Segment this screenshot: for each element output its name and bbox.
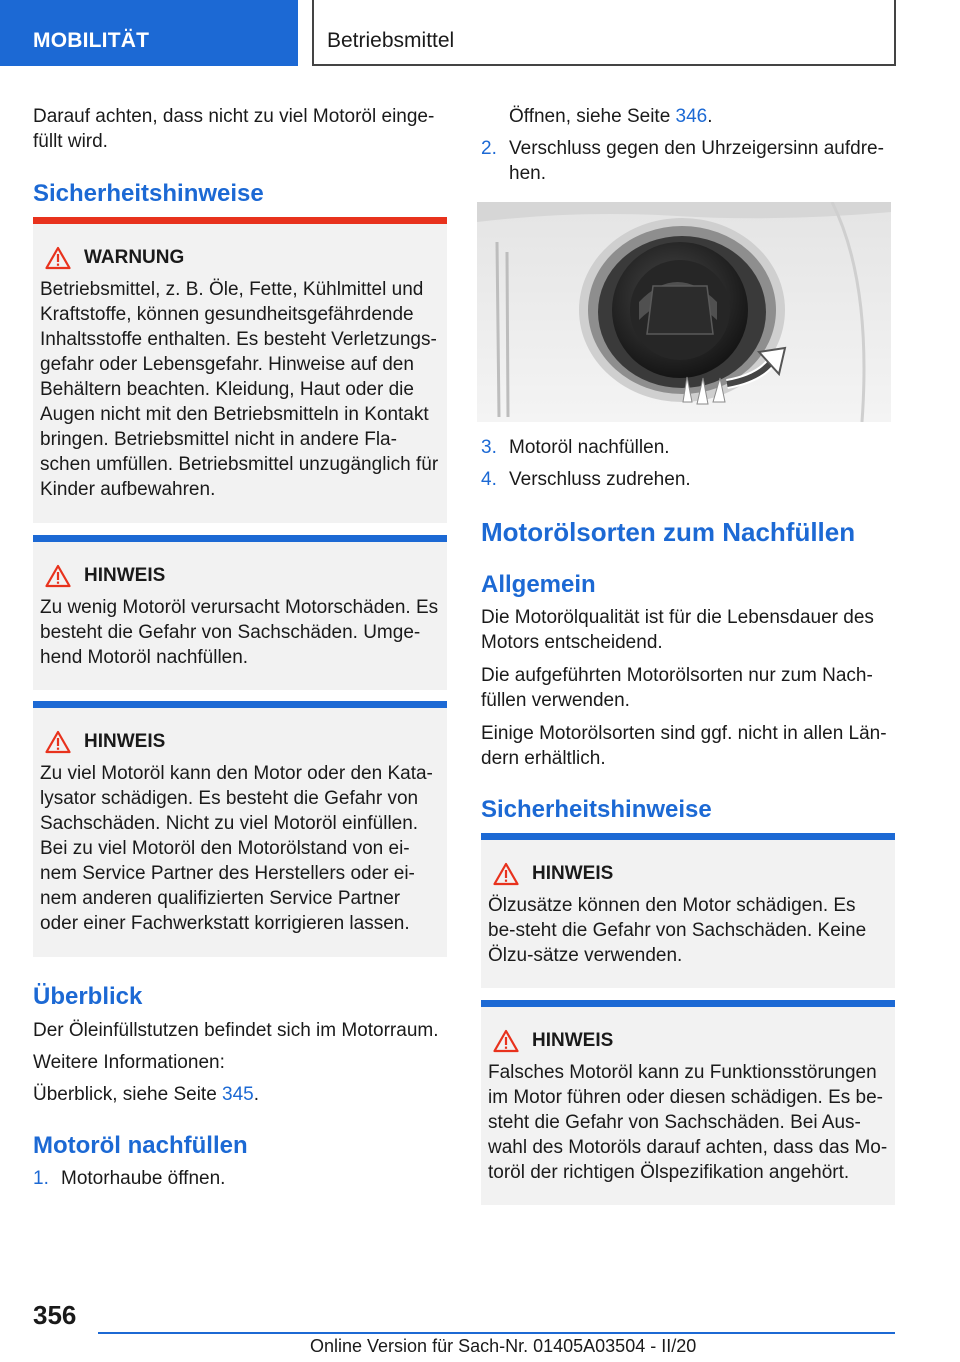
step-number: 2.: [481, 138, 497, 159]
notice-text-3: Ölzusätze können den Motor schädigen. Es be-steht die Gefahr von Sachschäden. Keine Ölzu-sätze verwenden.: [488, 895, 867, 966]
general-heading: Allgemein: [481, 571, 596, 598]
notice-header-4: [488, 1029, 888, 1053]
warning-triangle-icon: [493, 1029, 519, 1053]
notice-box-1: [33, 535, 447, 690]
step-text: Verschluss zudrehen.: [509, 469, 691, 490]
page-header: [0, 0, 960, 66]
general-paragraph-1: Die Motorölqualität ist für die Lebensdauer des Motors entscheidend.: [481, 607, 874, 653]
step-text: Motorhaube öffnen.: [61, 1168, 226, 1189]
step-number: 1.: [33, 1168, 49, 1189]
notice-title-2: HINWEIS: [84, 731, 166, 752]
safety-heading: Sicherheitshinweise: [33, 180, 264, 207]
more-info-label: Weitere Informationen:: [33, 1052, 225, 1073]
step-item: [481, 435, 895, 460]
notice-title-3: HINWEIS: [532, 863, 614, 884]
warning-title: WARNUNG: [84, 247, 185, 268]
oil-cap-illustration: [477, 202, 891, 422]
notice-box-3: [481, 833, 895, 988]
warning-triangle-icon: [45, 246, 71, 270]
notice-header-3: [488, 862, 888, 886]
step-item: [481, 136, 895, 186]
general-paragraph-2: Die aufgeführten Motorölsorten nur zum Nach-füllen verwenden.: [481, 665, 873, 711]
warning-triangle-icon: [45, 730, 71, 754]
notice-header-1: [40, 564, 440, 588]
notice-box-4: [481, 1000, 895, 1205]
oil-types-heading: Motorölsorten zum Nachfüllen: [481, 517, 856, 547]
notice-box-2: [33, 701, 447, 957]
overview-ref-prefix: Überblick, siehe Seite: [33, 1084, 223, 1105]
notice-title-1: HINWEIS: [84, 565, 166, 586]
step-item: [33, 1166, 447, 1191]
general-paragraph-3: Einige Motorölsorten sind ggf. nicht in allen Län-dern erhältlich.: [481, 723, 887, 769]
step-number: 4.: [481, 469, 497, 490]
footer-divider: [98, 1332, 895, 1334]
chapter-tab: Betriebsmittel: [312, 0, 896, 66]
warning-box: [33, 217, 447, 523]
notice-title-4: HINWEIS: [532, 1030, 614, 1051]
step-text: Verschluss gegen den Uhrzeigersinn aufdre-hen.: [509, 138, 884, 184]
overview-ref-suffix: .: [253, 1084, 260, 1105]
refill-heading: Motoröl nachfüllen: [33, 1132, 248, 1159]
warning-triangle-icon: [45, 564, 71, 588]
step1-ref-prefix: Öffnen, siehe Seite: [509, 106, 676, 127]
warning-triangle-icon: [493, 862, 519, 886]
section-tab: MOBILITÄT: [0, 0, 298, 66]
hood-page-link[interactable]: 346: [675, 106, 708, 127]
step1-continued: [509, 104, 895, 129]
oil-cap-image: [477, 202, 891, 422]
overview-text: Der Öleinfüllstutzen befindet sich im Motorraum.: [33, 1020, 439, 1041]
warning-header: [40, 246, 440, 270]
overview-heading: Überblick: [33, 983, 143, 1010]
safety-heading-2: Sicherheitshinweise: [481, 796, 712, 823]
overview-reference: [33, 1082, 447, 1107]
warning-text: Betriebsmittel, z. B. Öle, Fette, Kühlmittel und Kraftstoffe, können gesundheitsgefährdende Inhaltsstoffe enthalten. Es besteht Verletzungs-gefahr oder Lebensgefahr. Hinweise auf den Behältern beachten. Kleidung, Haut oder die Augen nicht mit den Betriebsmitteln in Kontakt bringen. Betriebsmittel nicht in andere Fla-schen umfüllen. Betriebsmittel unzugänglich für Kinder aufbewahren.: [40, 279, 439, 500]
page-number: 356: [33, 1300, 77, 1330]
intro-text: Darauf achten, dass nicht zu viel Motoröl einge-füllt wird.: [33, 106, 435, 152]
step-text: Motoröl nachfüllen.: [509, 437, 670, 458]
notice-text-1: Zu wenig Motoröl verursacht Motorschäden. Es besteht die Gefahr von Sachschäden. Umge-hend Motoröl nachfüllen.: [40, 597, 439, 668]
notice-text-2: Zu viel Motoröl kann den Motor oder den Kata-lysator schädigen. Es besteht die Gefahr von Sachschäden. Nicht zu viel Motoröl einfüllen. Bei zu viel Motoröl den Motorölstand von ei-nem Service Partner des Herstellers oder ei-nem anderen qualifizierten Service Partner oder einer Fachwerkstatt korrigieren lassen.: [40, 763, 433, 934]
overview-page-link[interactable]: 345: [222, 1084, 254, 1105]
notice-header-2: [40, 730, 440, 754]
footer-version-text: Online Version für Sach-Nr. 01405A03504 - II/20: [310, 1336, 697, 1356]
step-number: 3.: [481, 437, 497, 458]
notice-text-4: Falsches Motoröl kann zu Funktionsstörungen im Motor führen oder diesen schädigen. Es be-steht die Gefahr von Sachschäden. Bei Aus-wahl des Motoröls darauf achten, dass das Mo-toröl der richtigen Ölspezifikation angehört.: [488, 1062, 888, 1183]
step1-ref-suffix: .: [707, 106, 713, 127]
step-item: [481, 467, 895, 492]
